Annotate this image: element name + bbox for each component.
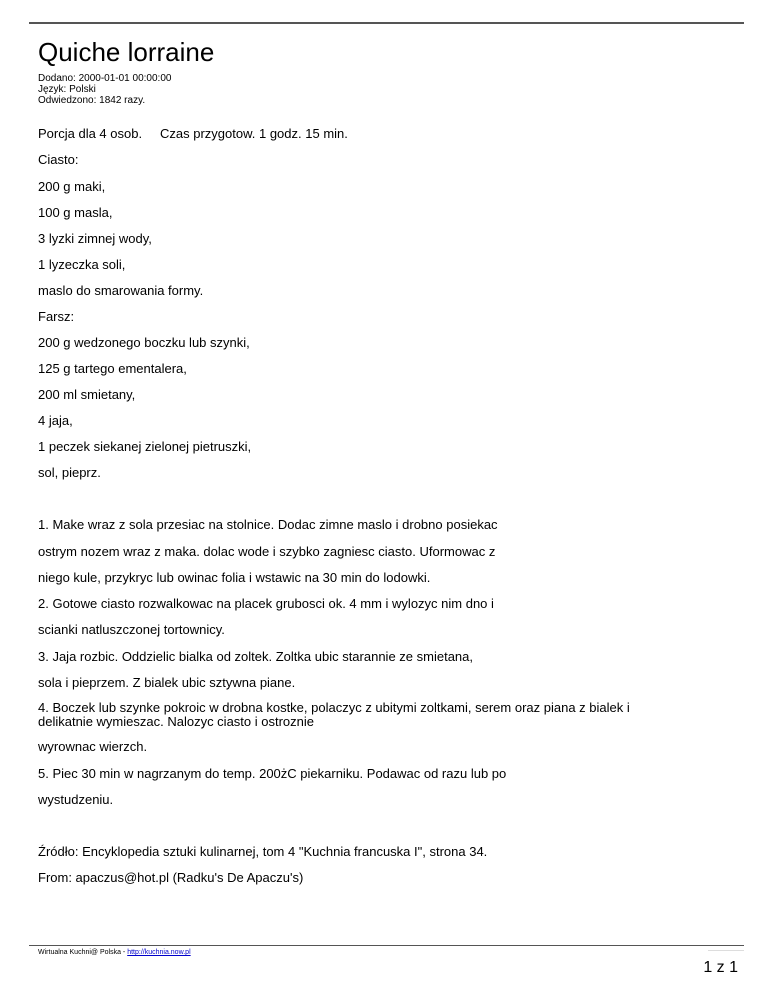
step-line: niego kule, przykryc lub owinac folia i wstawic na 30 min do lodowki. — [38, 570, 431, 585]
ingredient-item: 200 g wedzonego boczku lub szynki, — [38, 335, 250, 350]
meta-visited: Odwiedzono: 1842 razy. — [38, 95, 146, 106]
ingredient-item: 3 lyzki zimnej wody, — [38, 231, 152, 246]
step-line: 1. Make wraz z sola przesiac na stolnice. Dodac zimne maslo i drobno posiekac — [38, 517, 498, 532]
ingredient-item: 200 g maki, — [38, 179, 106, 194]
footer-site-label: Wirtualna Kuchni@ Polska - — [38, 949, 128, 956]
step-line: ostrym nozem wraz z maka. dolac wode i szybko zagniesc ciasto. Uformowac z — [38, 544, 496, 559]
step-line: wystudzeniu. — [38, 792, 114, 807]
ingredient-item: 4 jaja, — [38, 413, 73, 428]
top-rule — [29, 22, 744, 24]
ingredient-item: 1 lyzeczka soli, — [38, 257, 126, 272]
footer-mark — [708, 950, 744, 951]
step-line: wyrownac wierzch. — [38, 739, 148, 754]
filling-heading: Farsz: — [38, 309, 75, 324]
page-number: 1 z 1 — [703, 959, 738, 976]
recipe-author: From: apaczus@hot.pl (Radku's De Apaczu's) — [38, 870, 304, 885]
recipe-meta — [38, 73, 171, 106]
recipe-source: Źródło: Encyklopedia sztuki kulinarnej, tom 4 "Kuchnia francuska I", strona 34. — [38, 844, 488, 859]
ingredient-item: 200 ml smietany, — [38, 387, 136, 402]
ingredient-item: sol, pieprz. — [38, 465, 101, 480]
dough-heading: Ciasto: — [38, 152, 79, 167]
recipe-title: Quiche lorraine — [38, 37, 215, 67]
servings: Porcja dla 4 osob. — [38, 126, 143, 141]
footer-text — [38, 948, 191, 957]
ingredient-item: 100 g masla, — [38, 205, 113, 220]
step-line: 2. Gotowe ciasto rozwalkowac na placek grubosci ok. 4 mm i wylozyc nim dno i — [38, 596, 494, 611]
step-line: sola i pieprzem. Z bialek ubic sztywna piane. — [38, 675, 296, 690]
meta-added: Dodano: 2000-01-01 00:00:00 — [38, 73, 172, 84]
step-line: scianki natluszczonej tortownicy. — [38, 622, 225, 637]
step-line: 5. Piec 30 min w nagrzanym do temp. 200żC piekarniku. Podawac od razu lub po — [38, 766, 507, 781]
step-line: 3. Jaja rozbic. Oddzielic bialka od zoltek. Zoltka ubic starannie ze smietana, — [38, 649, 473, 664]
prep-time: Czas przygotow. 1 godz. 15 min. — [160, 126, 348, 141]
footer-site-link[interactable]: http://kuchnia.now.pl — [127, 949, 191, 956]
meta-language: Język: Polski — [38, 84, 96, 95]
ingredient-item: maslo do smarowania formy. — [38, 283, 204, 298]
ingredient-item: 125 g tartego ementalera, — [38, 361, 187, 376]
ingredient-item: 1 peczek siekanej zielonej pietruszki, — [38, 439, 252, 454]
footer-rule — [29, 945, 744, 946]
step-line: 4. Boczek lub szynke pokroic w drobna kostke, polaczyc z ubitymi zoltkami, serem oraz piana z bialek i delikatnie wymieszac. Nalozyc ciasto i ostroznie — [38, 700, 630, 729]
